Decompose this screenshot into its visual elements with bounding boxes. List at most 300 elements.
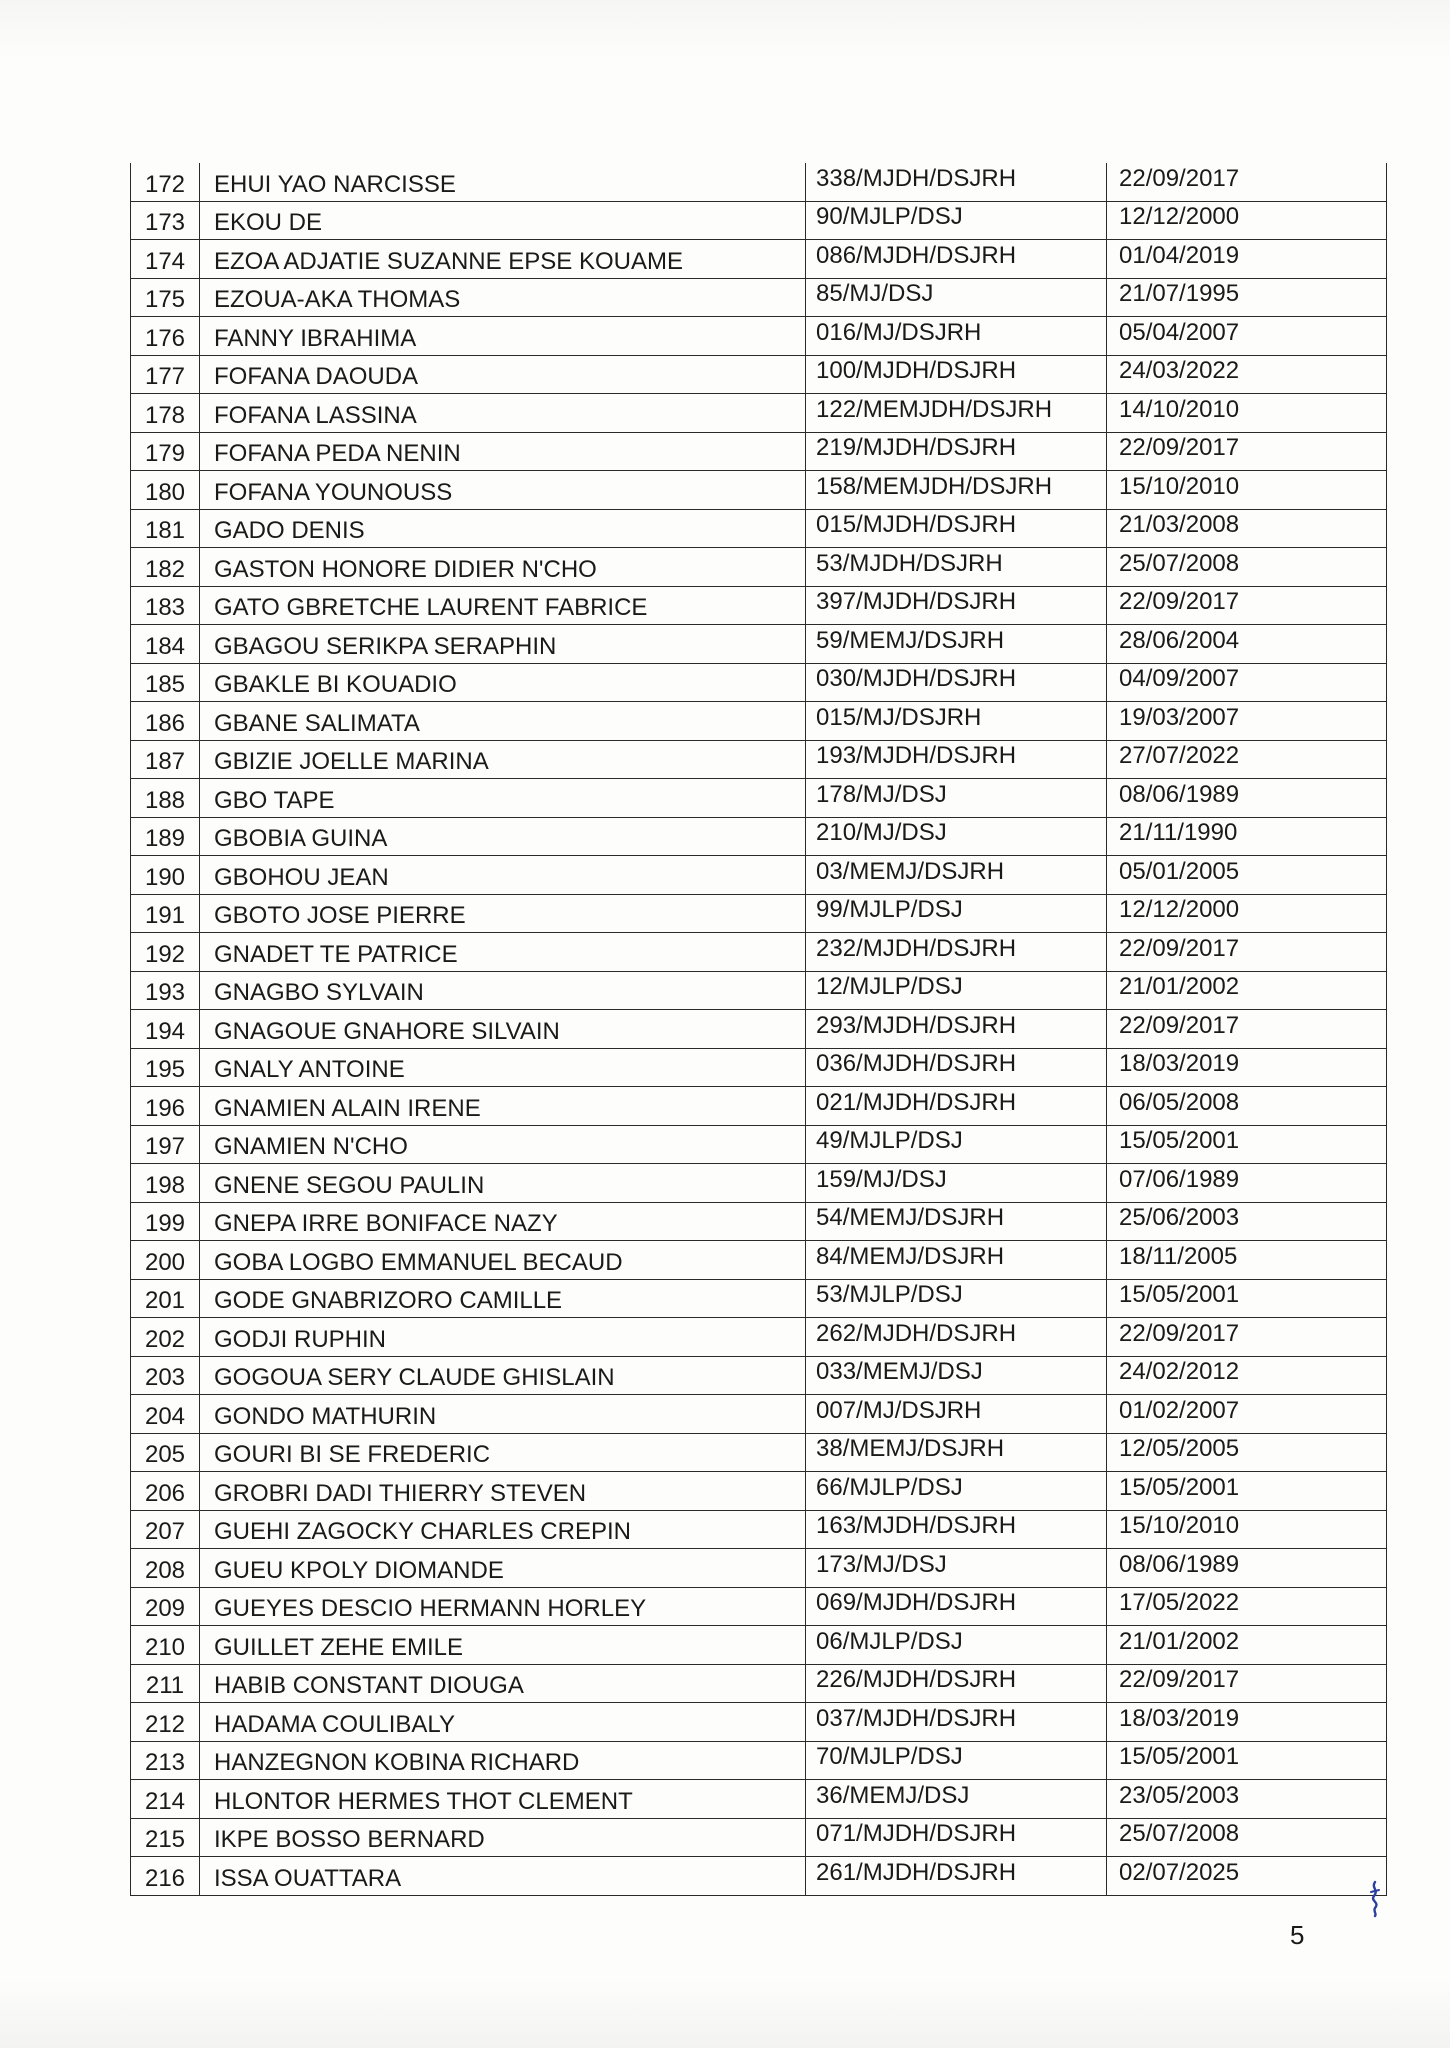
row-number-cell (131, 663, 200, 702)
reference-number-cell-text: 99/MJLP/DSJ (816, 896, 963, 923)
row-number-cell-text: 206 (144, 1479, 186, 1507)
row-number-cell (131, 1241, 200, 1280)
date-cell-text: 22/09/2017 (1119, 434, 1240, 461)
row-number-cell-text: 201 (144, 1287, 186, 1314)
full-name-cell (200, 1048, 806, 1087)
date-cell-text: 15/05/2001 (1119, 1473, 1240, 1501)
reference-number-cell (806, 278, 1107, 317)
table-row (131, 894, 1387, 933)
reference-number-cell (806, 432, 1107, 471)
table-row (131, 1048, 1387, 1087)
full-name-cell (200, 1780, 806, 1819)
table-row (131, 1741, 1387, 1780)
reference-number-cell (806, 1010, 1107, 1049)
reference-number-cell (806, 1433, 1107, 1472)
reference-number-cell-text: 06/MJLP/DSJ (816, 1627, 963, 1655)
full-name-cell-text: GNEPA IRRE BONIFACE NAZY (214, 1210, 558, 1237)
reference-number-cell-text: 036/MJDH/DSJRH (816, 1050, 1017, 1077)
table-row (131, 779, 1387, 818)
reference-number-cell (806, 1703, 1107, 1742)
row-number-cell (131, 971, 200, 1010)
date-cell-text: 25/07/2008 (1119, 549, 1240, 577)
date-cell (1107, 1279, 1387, 1318)
date-cell (1107, 394, 1387, 433)
date-cell (1107, 1472, 1387, 1511)
row-number-cell-text: 203 (144, 1364, 186, 1391)
table-row (131, 1587, 1387, 1626)
reference-number-cell (806, 625, 1107, 664)
row-number-cell (131, 240, 200, 279)
date-cell (1107, 817, 1387, 856)
full-name-cell (200, 1549, 806, 1588)
reference-number-cell (806, 1587, 1107, 1626)
reference-number-cell-text: 015/MJ/DSJRH (816, 703, 982, 731)
row-number-cell-text: 198 (144, 1171, 186, 1199)
reference-number-cell-text: 90/MJLP/DSJ (816, 203, 963, 230)
full-name-cell-text: EZOA ADJATIE SUZANNE EPSE KOUAME (214, 247, 683, 275)
reference-number-cell-text: 173/MJ/DSJ (816, 1550, 947, 1578)
table-row (131, 1010, 1387, 1049)
row-number-cell-text: 184 (144, 632, 186, 660)
full-name-cell (200, 894, 806, 933)
date-cell (1107, 586, 1387, 625)
full-name-cell (200, 278, 806, 317)
full-name-cell-text: GOBA LOGBO EMMANUEL BECAUD (214, 1248, 623, 1276)
date-cell-text: 08/06/1989 (1119, 1550, 1240, 1578)
full-name-cell-text: GNADET TE PATRICE (214, 940, 458, 968)
full-name-cell (200, 1356, 806, 1395)
row-number-cell-text: 199 (144, 1210, 186, 1237)
table-row (131, 1818, 1387, 1857)
reference-number-cell-text: 232/MJDH/DSJRH (816, 934, 1017, 962)
date-cell (1107, 1549, 1387, 1588)
reference-number-cell-text: 38/MEMJ/DSJRH (816, 1435, 1005, 1462)
full-name-cell-text: GNAGOUE GNAHORE SILVAIN (214, 1017, 560, 1045)
table-row (131, 1279, 1387, 1318)
reference-number-cell-text: 53/MJDH/DSJRH (816, 549, 1003, 577)
table-row (131, 817, 1387, 856)
table-row (131, 1356, 1387, 1395)
date-cell (1107, 971, 1387, 1010)
row-number-cell (131, 1087, 200, 1126)
full-name-cell-text: GBAKLE BI KOUADIO (214, 671, 457, 698)
date-cell-text: 27/07/2022 (1119, 742, 1240, 769)
date-cell-text: 01/04/2019 (1119, 241, 1240, 269)
full-name-cell-text: GBOBIA GUINA (214, 825, 388, 852)
date-cell (1107, 163, 1387, 201)
row-number-cell-text: 174 (144, 247, 186, 275)
date-cell-text: 24/02/2012 (1119, 1358, 1240, 1385)
date-cell (1107, 1857, 1387, 1896)
full-name-cell (200, 625, 806, 664)
full-name-cell (200, 1202, 806, 1241)
full-name-cell (200, 1087, 806, 1126)
row-number-cell-text: 196 (144, 1094, 186, 1122)
reference-number-cell-text: 178/MJ/DSJ (816, 780, 947, 808)
row-number-cell-text: 212 (144, 1710, 186, 1738)
table-row (131, 432, 1387, 471)
reference-number-cell (806, 586, 1107, 625)
full-name-cell (200, 856, 806, 895)
row-number-cell (131, 1164, 200, 1203)
full-name-cell-text: GONDO MATHURIN (214, 1402, 437, 1430)
reference-number-cell (806, 702, 1107, 741)
row-number-cell (131, 586, 200, 625)
full-name-cell (200, 1664, 806, 1703)
reference-number-cell (806, 509, 1107, 548)
row-number-cell (131, 1279, 200, 1318)
full-name-cell-text: HADAMA COULIBALY (214, 1710, 455, 1738)
row-number-cell (131, 933, 200, 972)
row-number-cell (131, 1125, 200, 1164)
full-name-cell-text: GUEU KPOLY DIOMANDE (214, 1556, 504, 1584)
date-cell-text: 04/09/2007 (1119, 665, 1240, 692)
full-name-cell-text: FOFANA PEDA NENIN (214, 440, 461, 467)
reference-number-cell (806, 779, 1107, 818)
row-number-cell-text: 180 (144, 478, 186, 506)
reference-number-cell-text: 85/MJ/DSJ (816, 280, 934, 307)
date-cell-text: 24/03/2022 (1119, 357, 1240, 384)
reference-number-cell (806, 1202, 1107, 1241)
date-cell-text: 22/09/2017 (1119, 1319, 1240, 1347)
date-cell-text: 15/05/2001 (1119, 1743, 1240, 1770)
row-number-cell-text: 216 (144, 1864, 186, 1892)
row-number-cell-text: 213 (144, 1749, 186, 1776)
table-row (131, 163, 1387, 201)
date-cell (1107, 1433, 1387, 1472)
full-name-cell-text: GBO TAPE (214, 786, 335, 814)
date-cell-text: 12/12/2000 (1119, 896, 1240, 923)
date-cell-text: 18/03/2019 (1119, 1050, 1240, 1077)
reference-number-cell-text: 338/MJDH/DSJRH (816, 164, 1017, 192)
full-name-cell (200, 355, 806, 394)
row-number-cell (131, 278, 200, 317)
date-cell (1107, 856, 1387, 895)
reference-number-cell-text: 262/MJDH/DSJRH (816, 1319, 1017, 1347)
full-name-cell (200, 933, 806, 972)
row-number-cell-text: 205 (144, 1441, 186, 1468)
full-name-cell (200, 1125, 806, 1164)
full-name-cell (200, 1010, 806, 1049)
reference-number-cell (806, 317, 1107, 356)
row-number-cell (131, 1664, 200, 1703)
full-name-cell-text: GATO GBRETCHE LAURENT FABRICE (214, 594, 648, 621)
date-cell-text: 23/05/2003 (1119, 1781, 1240, 1809)
reference-number-cell-text: 219/MJDH/DSJRH (816, 434, 1017, 461)
row-number-cell-text: 187 (144, 748, 186, 775)
row-number-cell (131, 1395, 200, 1434)
reference-number-cell-text: 66/MJLP/DSJ (816, 1473, 963, 1501)
date-cell (1107, 201, 1387, 240)
full-name-cell-text: HABIB CONSTANT DIOUGA (214, 1672, 524, 1699)
reference-number-cell-text: 021/MJDH/DSJRH (816, 1088, 1017, 1116)
handwritten-initial-mark (1368, 1880, 1382, 1918)
row-number-cell (131, 1010, 200, 1049)
date-cell-text: 15/05/2001 (1119, 1127, 1240, 1154)
table-row (131, 1241, 1387, 1280)
table-row (131, 1510, 1387, 1549)
table-row (131, 1125, 1387, 1164)
date-cell-text: 17/05/2022 (1119, 1589, 1240, 1616)
row-number-cell (131, 509, 200, 548)
row-number-cell (131, 1318, 200, 1357)
full-name-cell-text: GNALY ANTOINE (214, 1056, 405, 1083)
reference-number-cell (806, 663, 1107, 702)
full-name-cell (200, 1472, 806, 1511)
full-name-cell-text: GNAGBO SYLVAIN (214, 979, 424, 1006)
full-name-cell-text: ISSA OUATTARA (214, 1864, 402, 1892)
date-cell-text: 06/05/2008 (1119, 1088, 1240, 1116)
date-cell (1107, 1087, 1387, 1126)
date-cell (1107, 432, 1387, 471)
reference-number-cell (806, 1741, 1107, 1780)
reference-number-cell-text: 163/MJDH/DSJRH (816, 1512, 1017, 1539)
full-name-cell (200, 394, 806, 433)
table-row (131, 586, 1387, 625)
table-row (131, 1664, 1387, 1703)
date-cell (1107, 1164, 1387, 1203)
date-cell-text: 15/05/2001 (1119, 1281, 1240, 1308)
row-number-cell-text: 185 (144, 671, 186, 698)
table-row (131, 548, 1387, 587)
full-name-cell (200, 1741, 806, 1780)
full-name-cell-text: GNAMIEN ALAIN IRENE (214, 1094, 481, 1122)
reference-number-cell (806, 355, 1107, 394)
date-cell (1107, 1703, 1387, 1742)
date-cell-text: 21/07/1995 (1119, 280, 1240, 307)
row-number-cell (131, 471, 200, 510)
row-number-cell-text: 197 (144, 1133, 186, 1160)
row-number-cell (131, 856, 200, 895)
full-name-cell (200, 1318, 806, 1357)
row-number-cell-text: 204 (144, 1402, 186, 1430)
table-row (131, 625, 1387, 664)
full-name-cell-text: FOFANA DAOUDA (214, 363, 419, 390)
reference-number-cell (806, 1318, 1107, 1357)
full-name-cell-text: IKPE BOSSO BERNARD (214, 1826, 485, 1853)
full-name-cell (200, 971, 806, 1010)
date-cell (1107, 894, 1387, 933)
reference-number-cell-text: 397/MJDH/DSJRH (816, 588, 1017, 615)
full-name-cell (200, 586, 806, 625)
reference-number-cell (806, 1048, 1107, 1087)
row-number-cell-text: 173 (144, 209, 186, 236)
full-name-cell (200, 240, 806, 279)
row-number-cell-text: 190 (144, 863, 186, 891)
full-name-cell-text: GBANE SALIMATA (214, 709, 420, 737)
reference-number-cell (806, 240, 1107, 279)
reference-number-cell (806, 1356, 1107, 1395)
table-row (131, 1164, 1387, 1203)
full-name-cell-text: GUEHI ZAGOCKY CHARLES CREPIN (214, 1518, 631, 1545)
row-number-cell-text: 194 (144, 1017, 186, 1045)
full-name-cell-text: GUEYES DESCIO HERMANN HORLEY (214, 1595, 647, 1622)
full-name-cell (200, 1510, 806, 1549)
date-cell-text: 05/01/2005 (1119, 857, 1240, 885)
row-number-cell (131, 817, 200, 856)
full-name-cell (200, 1818, 806, 1857)
reference-number-cell (806, 1164, 1107, 1203)
date-cell (1107, 548, 1387, 587)
date-cell (1107, 933, 1387, 972)
reference-number-cell (806, 471, 1107, 510)
row-number-cell (131, 1857, 200, 1896)
full-name-cell (200, 1433, 806, 1472)
date-cell-text: 28/06/2004 (1119, 626, 1240, 654)
row-number-cell (131, 702, 200, 741)
table-row (131, 1472, 1387, 1511)
reference-number-cell (806, 1241, 1107, 1280)
date-cell-text: 07/06/1989 (1119, 1165, 1240, 1193)
reference-number-cell-text: 03/MEMJ/DSJRH (816, 857, 1005, 885)
date-cell (1107, 1395, 1387, 1434)
full-name-cell (200, 1164, 806, 1203)
table-row (131, 201, 1387, 240)
reference-number-cell (806, 163, 1107, 201)
full-name-cell (200, 201, 806, 240)
full-name-cell-text: GROBRI DADI THIERRY STEVEN (214, 1479, 587, 1507)
full-name-cell-text: FOFANA LASSINA (214, 401, 417, 429)
date-cell-text: 25/06/2003 (1119, 1204, 1240, 1231)
date-cell (1107, 1010, 1387, 1049)
row-number-cell (131, 1510, 200, 1549)
full-name-cell-text: FANNY IBRAHIMA (214, 324, 417, 352)
date-cell (1107, 509, 1387, 548)
full-name-cell (200, 702, 806, 741)
row-number-cell-text: 179 (144, 440, 186, 467)
reference-number-cell (806, 548, 1107, 587)
full-name-cell (200, 548, 806, 587)
full-name-cell-text: FOFANA YOUNOUSS (214, 478, 453, 506)
date-cell-text: 25/07/2008 (1119, 1820, 1240, 1847)
row-number-cell (131, 1202, 200, 1241)
row-number-cell-text: 211 (145, 1672, 185, 1699)
full-name-cell-text: HLONTOR HERMES THOT CLEMENT (214, 1787, 633, 1815)
full-name-cell-text: GNENE SEGOU PAULIN (214, 1171, 485, 1199)
full-name-cell-text: HANZEGNON KOBINA RICHARD (214, 1749, 580, 1776)
full-name-cell-text: GODE GNABRIZORO CAMILLE (214, 1287, 563, 1314)
reference-number-cell-text: 037/MJDH/DSJRH (816, 1704, 1017, 1732)
table-row (131, 856, 1387, 895)
reference-number-cell-text: 226/MJDH/DSJRH (816, 1666, 1017, 1693)
date-cell (1107, 1664, 1387, 1703)
row-number-cell-text: 177 (144, 363, 186, 390)
date-cell-text: 21/03/2008 (1119, 511, 1240, 538)
reference-number-cell (806, 1626, 1107, 1665)
reference-number-cell (806, 394, 1107, 433)
reference-number-cell (806, 1087, 1107, 1126)
full-name-cell-text: GOURI BI SE FREDERIC (214, 1441, 491, 1468)
reference-number-cell-text: 086/MJDH/DSJRH (816, 241, 1017, 269)
reference-number-cell-text: 53/MJLP/DSJ (816, 1281, 963, 1308)
reference-number-cell-text: 033/MEMJ/DSJ (816, 1358, 983, 1385)
date-cell (1107, 1202, 1387, 1241)
row-number-cell (131, 1433, 200, 1472)
date-cell (1107, 1318, 1387, 1357)
date-cell-text: 14/10/2010 (1119, 395, 1240, 423)
date-cell-text: 05/04/2007 (1119, 318, 1240, 346)
row-number-cell (131, 1356, 200, 1395)
reference-number-cell-text: 159/MJ/DSJ (816, 1165, 947, 1193)
reference-number-cell-text: 071/MJDH/DSJRH (816, 1820, 1017, 1847)
full-name-cell (200, 779, 806, 818)
full-name-cell (200, 1241, 806, 1280)
page-number: 5 (1290, 1920, 1305, 1950)
table-row (131, 971, 1387, 1010)
full-name-cell-text: EHUI YAO NARCISSE (214, 170, 456, 198)
reference-number-cell (806, 1395, 1107, 1434)
full-name-cell-text: GUILLET ZEHE EMILE (214, 1633, 463, 1661)
full-name-cell-text: GNAMIEN N'CHO (214, 1133, 408, 1160)
reference-number-cell-text: 84/MEMJ/DSJRH (816, 1242, 1005, 1270)
reference-number-cell-text: 030/MJDH/DSJRH (816, 665, 1017, 692)
full-name-cell (200, 432, 806, 471)
reference-number-cell-text: 015/MJDH/DSJRH (816, 511, 1017, 538)
row-number-cell-text: 191 (144, 902, 186, 929)
date-cell-text: 22/09/2017 (1119, 164, 1240, 192)
reference-number-cell (806, 933, 1107, 972)
reference-number-cell (806, 894, 1107, 933)
full-name-cell (200, 663, 806, 702)
row-number-cell-text: 200 (144, 1248, 186, 1276)
table-row (131, 317, 1387, 356)
table-row (131, 1318, 1387, 1357)
date-cell (1107, 1780, 1387, 1819)
date-cell (1107, 625, 1387, 664)
full-name-cell (200, 317, 806, 356)
reference-number-cell (806, 817, 1107, 856)
date-cell-text: 21/11/1990 (1119, 819, 1238, 846)
table-row (131, 394, 1387, 433)
full-name-cell (200, 1587, 806, 1626)
date-cell-text: 18/03/2019 (1119, 1704, 1240, 1732)
row-number-cell (131, 163, 200, 201)
date-cell-text: 08/06/1989 (1119, 780, 1240, 808)
reference-number-cell-text: 100/MJDH/DSJRH (816, 357, 1017, 384)
reference-number-cell (806, 201, 1107, 240)
reference-number-cell-text: 261/MJDH/DSJRH (816, 1858, 1017, 1886)
reference-number-cell (806, 1664, 1107, 1703)
date-cell (1107, 1510, 1387, 1549)
reference-number-cell-text: 193/MJDH/DSJRH (816, 742, 1017, 769)
date-cell (1107, 1241, 1387, 1280)
full-name-cell-text: GBAGOU SERIKPA SERAPHIN (214, 632, 557, 660)
reference-number-cell-text: 36/MEMJ/DSJ (816, 1781, 970, 1809)
date-cell (1107, 740, 1387, 779)
reference-number-cell-text: 210/MJ/DSJ (816, 819, 947, 846)
full-name-cell (200, 471, 806, 510)
row-number-cell (131, 432, 200, 471)
full-name-cell (200, 163, 806, 201)
table-row (131, 740, 1387, 779)
row-number-cell-text: 189 (144, 825, 186, 852)
row-number-cell (131, 779, 200, 818)
reference-number-cell (806, 1780, 1107, 1819)
full-name-cell-text: GASTON HONORE DIDIER N'CHO (214, 555, 597, 583)
date-cell (1107, 779, 1387, 818)
row-number-cell-text: 215 (144, 1826, 186, 1853)
date-cell-text: 01/02/2007 (1119, 1396, 1240, 1424)
table-row (131, 933, 1387, 972)
row-number-cell-text: 207 (144, 1518, 186, 1545)
reference-number-cell-text: 158/MEMJDH/DSJRH (816, 472, 1053, 500)
row-number-cell (131, 548, 200, 587)
personnel-table-body (131, 163, 1387, 1895)
date-cell (1107, 355, 1387, 394)
table-row (131, 355, 1387, 394)
reference-number-cell-text: 12/MJLP/DSJ (816, 973, 963, 1000)
full-name-cell (200, 817, 806, 856)
